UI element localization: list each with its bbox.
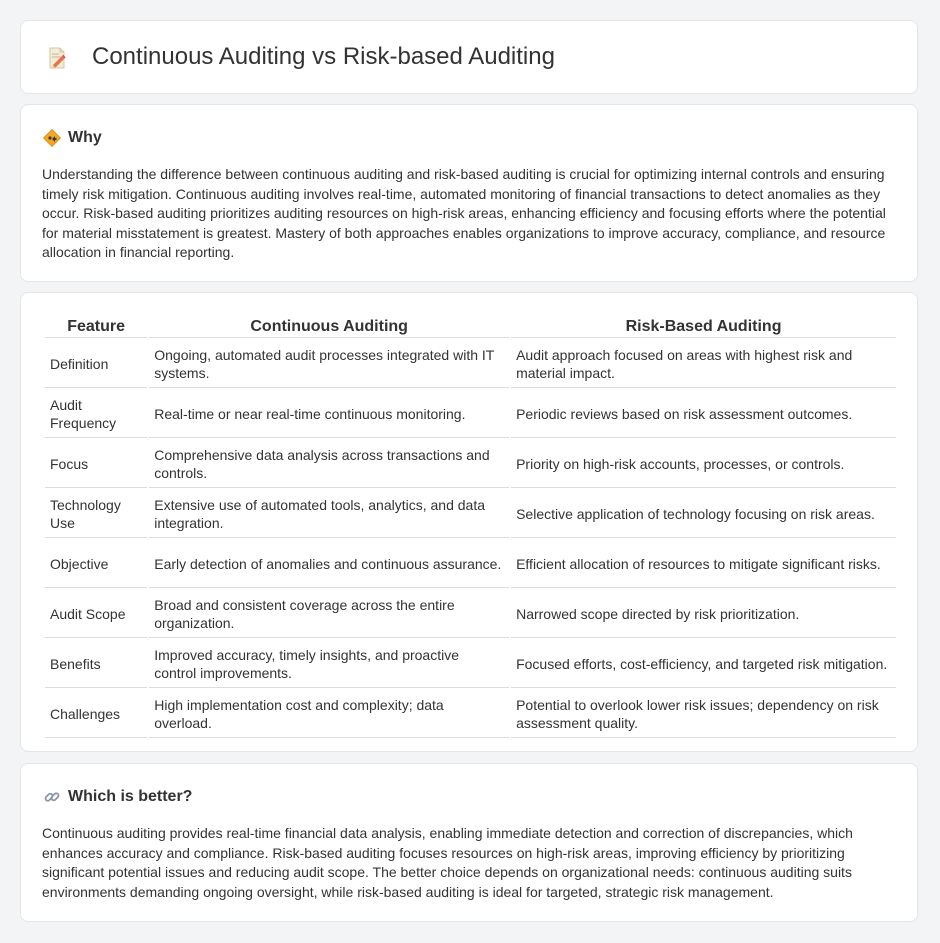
table-header-row	[45, 317, 896, 338]
diamond-sign-icon	[43, 129, 61, 147]
table-row	[45, 690, 896, 738]
risk-cell: Periodic reviews based on risk assessment outcomes.	[511, 390, 896, 438]
header-feature: Feature	[45, 317, 147, 338]
why-section	[20, 104, 918, 282]
feature-cell: Definition	[45, 340, 147, 388]
risk-cell: Selective application of technology focusing on risk areas.	[511, 490, 896, 538]
feature-cell: Challenges	[45, 690, 147, 738]
feature-cell: Benefits	[45, 640, 147, 688]
risk-cell: Audit approach focused on areas with highest risk and material impact.	[511, 340, 896, 388]
better-text: Continuous auditing provides real-time financial data analysis, enabling immediate detection and correction of discrepancies, which enhances accuracy and compliance. Risk-based auditing focuses resources on high-risk areas, improving efficiency by prioritizing significant potential issues and reducing audit scope. The better choice depends on organizational needs: continuous auditing suits environments demanding ongoing oversight, while risk-based auditing is ideal for targeted, strategic risk management.	[42, 825, 853, 900]
why-text: Understanding the difference between continuous auditing and risk-based auditing is crucial for optimizing internal controls and ensuring timely risk mitigation. Continuous auditing involves real-time, automated monitoring of financial transactions to detect anomalies as they occur. Risk-based auditing prioritizes auditing resources on high-risk areas, enhancing efficiency and focusing efforts where the potential for material misstatement is greatest. Mastery of both approaches enables organizations to improve accuracy, compliance, and resource allocation in financial reporting.	[42, 166, 886, 261]
continuous-cell: Extensive use of automated tools, analytics, and data integration.	[149, 490, 509, 538]
continuous-cell: Early detection of anomalies and continuous assurance.	[149, 540, 509, 588]
table-row	[45, 590, 896, 638]
document-pencil-icon	[45, 46, 69, 70]
title-card	[20, 20, 918, 94]
risk-cell: Priority on high-risk accounts, processes, or controls.	[511, 440, 896, 488]
table-row	[45, 440, 896, 488]
better-heading	[43, 787, 192, 807]
risk-cell: Potential to overlook lower risk issues; dependency on risk assessment quality.	[511, 690, 896, 738]
link-icon	[43, 788, 61, 806]
continuous-cell: High implementation cost and complexity; data overload.	[149, 690, 509, 738]
header-continuous: Continuous Auditing	[149, 317, 509, 338]
which-better-section	[20, 763, 918, 922]
continuous-cell: Improved accuracy, timely insights, and proactive control improvements.	[149, 640, 509, 688]
table-row	[45, 390, 896, 438]
why-heading	[43, 128, 102, 148]
risk-cell: Focused efforts, cost-efficiency, and targeted risk mitigation.	[511, 640, 896, 688]
risk-cell: Narrowed scope directed by risk prioritization.	[511, 590, 896, 638]
why-title: Why	[68, 129, 102, 146]
feature-cell: Focus	[45, 440, 147, 488]
table-row	[45, 640, 896, 688]
continuous-cell: Comprehensive data analysis across transactions and controls.	[149, 440, 509, 488]
comparison-table	[43, 315, 898, 740]
continuous-cell: Ongoing, automated audit processes integrated with IT systems.	[149, 340, 509, 388]
continuous-cell: Broad and consistent coverage across the entire organization.	[149, 590, 509, 638]
table-row	[45, 540, 896, 588]
continuous-cell: Real-time or near real-time continuous monitoring.	[149, 390, 509, 438]
table-row	[45, 340, 896, 388]
feature-cell: Audit Scope	[45, 590, 147, 638]
feature-cell: Audit Frequency	[45, 390, 147, 438]
page-title: Continuous Auditing vs Risk-based Auditing	[92, 43, 555, 70]
table-row	[45, 490, 896, 538]
comparison-section	[20, 292, 918, 752]
feature-cell: Technology Use	[45, 490, 147, 538]
header-risk: Risk-Based Auditing	[511, 317, 896, 338]
feature-cell: Objective	[45, 540, 147, 588]
better-title: Which is better?	[68, 788, 193, 805]
risk-cell: Efficient allocation of resources to mitigate significant risks.	[511, 540, 896, 588]
